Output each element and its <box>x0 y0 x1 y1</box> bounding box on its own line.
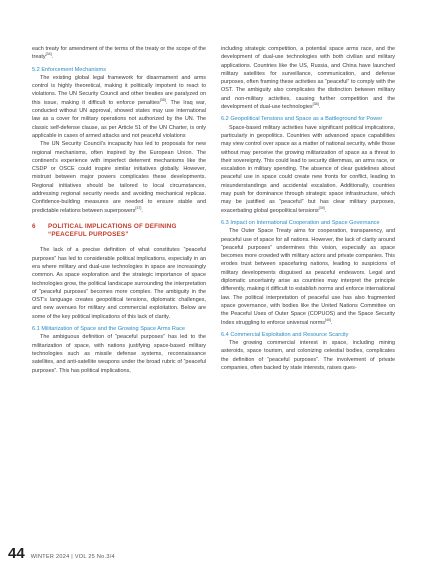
paragraph: The growing commercial interest in space, including mining asteroids, space tourism, and colonizing celestial bodies, complicates the definition of “peaceful purposes”. The involvement of private companies, often backed by state interests, raises ques- <box>221 340 395 371</box>
journal-issue: WINTER 2024 | VOL 25 No.3/4 <box>30 554 115 560</box>
paragraph: The existing global legal framework for disarmament and arms control is highly theoretical, making it politically impotent to react to violations. The UN Security Council and other treaties are paralyzed on this issue, making it difficult to enforce penalties[35]. The Iraq war, conducted without UN approval, showed states may use international law as a cover for military operations not authorized by the UN. The classic self-defense clause, as per Article 51 of the UN Charter, is only applicable in cases of armed attacks and not peaceful violations <box>32 74 206 139</box>
paragraph: The lack of a precise definition of what constitutes “peaceful purposes” has led to considerable political implications, especially in an era where military and dual-use technologies in space are increasingly common. As space exploration and the strategic importance of space technologies grow, the political landscape surrounding the interpretation of “peaceful purposes” becomes more complex. The ambiguity in the OST’s language creates geopolitical tensions, diplomatic challenges, and new avenues for military and commercial exploitation. Below are some of the key political implications of this lack of clarity. <box>32 247 206 320</box>
section-heading-5-2: 5.2 Enforcement Mechanisms <box>32 66 106 73</box>
right-column <box>221 45 395 372</box>
paragraph: The Outer Space Treaty aims for cooperation, transparency, and peaceful use of space for all nations. However, the lack of clarity around “peaceful purposes” undermines this vision, especially as space becomes more crowded with military actors and private companies. This erodes trust between spacefaring nations, leading to suspicions of military developments disguised as peaceful endeavors. Legal and diplomatic uncertainty arise as countries may interpret the principle differently, making it difficult to establish norms and enforce international law. The political interpretation of peaceful use has also fragmented space governance, with bodies like the United Nations Committee on the Peaceful Uses of Outer Space (COPUOS) and the Space Security Index struggling to enforce universal norms[40]. <box>221 228 395 326</box>
section-heading-6-1: 6.1 Militarization of Space and the Growing Space Arms Race <box>32 326 185 333</box>
paragraph: The UN Security Council’s incapacity has led to proposals for new regional mechanisms, often inspired by the European Union. The continent’s experience with imperfect deterrent mechanisms like the CSDP or OSCE could inspire similar initiatives globally. However, mistrust between major powers complicates these developments. Regional initiatives should be tailored to local circumstances, addressing regional security needs and avoiding mechanical replicas. Confidence-building measures are needed to ensure stable and predictable relations between superpowers[37]. <box>32 141 206 214</box>
page-footer <box>8 545 115 562</box>
section-heading-6-4: 6.4 Commercial Exploitation and Resource Scarcity <box>221 331 349 338</box>
section-heading-6-3: 6.3 Impact on International Cooperation and Space Governance <box>221 219 380 226</box>
section-heading-6: 6 POLITICAL IMPLICATIONS OF DEFINING “PEACEFUL PURPOSES” <box>32 222 177 239</box>
section-heading-6-2: 6.2 Geopolitical Tensions and Space as a Battleground for Power <box>221 116 383 123</box>
paragraph: including strategic competition, a potential space arms race, and the development of dual-use technologies with both civilian and military applications. Countries like the US, Russia, and China have launched military satellites for surveillance, communication, and defense purposes, often framing these activities as “peaceful” to comply with the OST. The ambiguity also complicates the distinction between military and non-military activities, causing further competition and the development of dual-use technologies[38]. <box>221 46 395 111</box>
left-column <box>32 45 206 375</box>
paragraph: Space-based military activities have significant political implications, particularly in geopolitics. Countries with advanced space capabilities may view control over space as a matter of national security, while those without may perceive the growing militarization of space as a threat to their sovereignty. This could lead to security dilemmas, an arms race, or escalation in military spending. The absence of clear guidelines about peaceful use in space could create new fronts for conflict, leading to misunderstandings and accidental escalation. Additionally, countries may push for dominance through strategic space infrastructure, which may be justified as “peaceful” but has clear military purposes, exacerbating global geopolitical tensions[39]. <box>221 124 395 214</box>
paragraph: each treaty for amendment of the terms of the treaty or the scope of the treaty[34]. <box>32 46 206 61</box>
paragraph: The ambiguous definition of “peaceful purposes” has led to the militarization of space, with nations justifying space-based military technologies such as missile defense systems, reconnaissance satellites, and anti-satellite weapons under the broad rubric of “peaceful purposes”. This has political implications, <box>32 334 206 374</box>
page-number: 44 <box>8 545 25 562</box>
